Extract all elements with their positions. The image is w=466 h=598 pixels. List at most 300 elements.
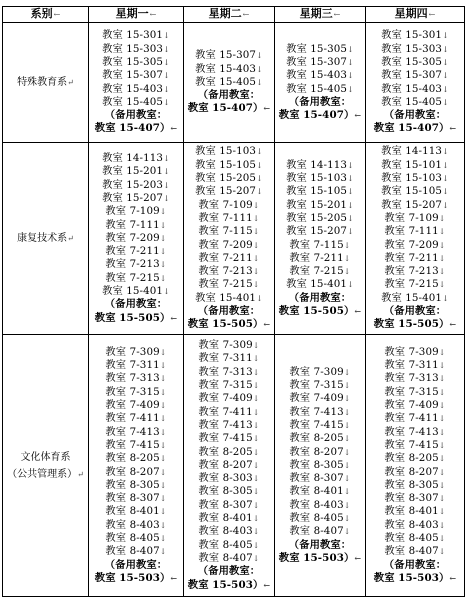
format-mark: ↓	[252, 213, 260, 223]
room-entry: 教室 7-209↓	[198, 238, 260, 251]
format-mark: ↓	[442, 71, 449, 81]
room-entry: 教室 8-307↓	[105, 492, 167, 505]
room-entry: 教室 15-307↓	[195, 49, 263, 62]
room-entry: 教室 15-303↓	[102, 42, 170, 55]
format-mark: ↓	[343, 381, 351, 391]
format-mark: ↓	[442, 160, 449, 170]
format-mark: ↓	[252, 447, 260, 457]
room-entry: 教室 7-109↓	[105, 205, 167, 218]
room-entry: 教室 14-113↓	[286, 158, 354, 171]
day-cell	[275, 23, 366, 143]
room-entry: 教室 15-103↓	[195, 145, 263, 158]
header-day-4: 星期四←	[366, 7, 465, 23]
format-mark: ↓	[252, 341, 260, 351]
format-mark: ↓	[159, 260, 167, 270]
format-mark: ↓	[159, 233, 167, 243]
room-entry: 教室 8-205↓	[198, 445, 260, 458]
dept-row	[3, 23, 465, 143]
format-mark: ↓	[343, 394, 351, 404]
format-mark: ↓	[438, 374, 446, 384]
format-mark: ↓	[347, 213, 354, 223]
backup-room-note: 教室 15-407）←	[187, 102, 271, 115]
dept-name-line: 文化体育系	[20, 451, 71, 463]
room-entry: 教室 7-311↓	[105, 359, 167, 372]
format-mark: ↓	[343, 460, 351, 470]
format-mark: ↓	[252, 367, 260, 377]
format-mark: ↓	[438, 253, 446, 263]
room-entry: 教室 8-207↓	[198, 458, 260, 471]
room-entry: 教室 15-103↓	[381, 172, 449, 185]
format-mark: ←	[170, 572, 178, 583]
backup-room-note: （备用教室：	[104, 298, 168, 311]
room-entry: 教室 8-401↓	[289, 485, 351, 498]
format-mark: ↓	[347, 44, 354, 54]
format-mark: ↓	[252, 394, 260, 404]
room-entry: 教室 15-207↓	[102, 191, 170, 204]
room-entry: 教室 7-309↓	[105, 345, 167, 358]
day-cell	[275, 335, 366, 597]
room-entry: 教室 7-315↓	[289, 379, 351, 392]
format-mark: ↓	[159, 247, 167, 257]
format-mark: ↓	[159, 207, 167, 217]
format-mark: ↓	[252, 280, 260, 290]
format-mark: ↵	[67, 78, 74, 87]
format-mark: ↓	[256, 77, 263, 87]
room-entry: 教室 7-411↓	[384, 412, 446, 425]
format-mark: ←	[263, 103, 271, 114]
room-entry: 教室 8-407↓	[105, 545, 167, 558]
format-mark: ↓	[442, 44, 449, 54]
room-entry: 教室 15-405↓	[102, 95, 170, 108]
room-entry: 教室 15-207↓	[195, 185, 263, 198]
room-entry: 教室 15-305↓	[102, 55, 170, 68]
dept-name-cell	[3, 143, 89, 335]
room-entry: 教室 7-109↓	[198, 198, 260, 211]
room-entry: 教室 7-211↓	[198, 251, 260, 264]
format-mark: ↓	[159, 387, 167, 397]
room-entry: 教室 15-105↓	[286, 185, 354, 198]
day-cell	[366, 23, 465, 143]
room-entry: 教室 15-405↓	[381, 95, 449, 108]
room-entry: 教室 7-213↓	[198, 265, 260, 278]
format-mark: ↓	[442, 187, 449, 197]
backup-room-note: 教室 15-503）←	[94, 571, 178, 584]
format-mark: ↓	[163, 57, 170, 67]
format-mark: ↓	[343, 407, 351, 417]
room-entry: 教室 8-305↓	[289, 458, 351, 471]
room-entry: 教室 8-401↓	[384, 505, 446, 518]
backup-room-note: （备用教室：	[197, 89, 261, 102]
format-mark: ↓	[256, 293, 263, 303]
backup-room-note: 教室 15-407）←	[94, 122, 178, 135]
format-mark: ↓	[343, 527, 351, 537]
room-entry: 教室 7-115↓	[198, 225, 260, 238]
room-entry: 教室 15-401↓	[195, 291, 263, 304]
format-mark: ↓	[343, 267, 351, 277]
format-mark: ↓	[438, 467, 446, 477]
room-entry: 教室 7-413↓	[289, 405, 351, 418]
day-cell	[366, 335, 465, 597]
room-entry: 教室 8-401↓	[198, 512, 260, 525]
format-mark: ↓	[252, 487, 260, 497]
room-entry: 教室 7-409↓	[198, 392, 260, 405]
room-entry: 教室 8-407↓	[198, 551, 260, 564]
day-cell	[89, 335, 184, 597]
room-entry: 教室 15-303↓	[381, 42, 449, 55]
format-mark: ↓	[256, 174, 263, 184]
format-mark: ↓	[252, 527, 260, 537]
format-mark: ↓	[159, 547, 167, 557]
format-mark: ↓	[343, 474, 351, 484]
format-mark: ↓	[163, 154, 170, 164]
day-cell	[184, 143, 275, 335]
room-entry: 教室 7-311↓	[198, 352, 260, 365]
format-mark: ↓	[438, 240, 446, 250]
format-mark: ↓	[159, 507, 167, 517]
room-entry: 教室 15-103↓	[286, 172, 354, 185]
format-mark: ←	[354, 552, 362, 563]
room-entry: 教室 7-111↓	[384, 225, 446, 238]
format-mark: ↓	[256, 160, 263, 170]
room-entry: 教室 15-401↓	[102, 285, 170, 298]
room-entry: 教室 15-401↓	[381, 291, 449, 304]
format-mark: ↓	[252, 200, 260, 210]
room-entry: 教室 7-313↓	[105, 372, 167, 385]
format-mark: ←	[263, 319, 271, 330]
room-entry: 教室 7-309↓	[384, 345, 446, 358]
room-entry: 教室 15-201↓	[286, 198, 354, 211]
format-mark: ↓	[159, 427, 167, 437]
room-entry: 教室 7-215↓	[105, 271, 167, 284]
format-mark: ↓	[442, 293, 449, 303]
room-entry: 教室 15-403↓	[286, 69, 354, 82]
format-mark: ↓	[163, 180, 170, 190]
room-entry: 教室 8-407↓	[289, 525, 351, 538]
room-entry: 教室 7-215↓	[289, 265, 351, 278]
format-mark: ↓	[442, 57, 449, 67]
room-entry: 教室 8-305↓	[198, 485, 260, 498]
dept-name-cell	[3, 335, 89, 597]
format-mark: ↓	[438, 427, 446, 437]
format-mark: ↓	[438, 361, 446, 371]
room-entry: 教室 7-311↓	[384, 359, 446, 372]
format-mark: ↓	[343, 253, 351, 263]
format-mark: ↓	[438, 213, 446, 223]
day-cell	[184, 23, 275, 143]
header-day-2: 星期二←	[184, 7, 275, 23]
format-mark: ↓	[347, 187, 354, 197]
format-mark: ↓	[159, 347, 167, 357]
format-mark: ↓	[252, 460, 260, 470]
room-entry: 教室 15-305↓	[381, 55, 449, 68]
format-mark: ↓	[347, 174, 354, 184]
format-mark: ↓	[252, 514, 260, 524]
room-entry: 教室 15-207↓	[286, 225, 354, 238]
format-mark: ↓	[252, 474, 260, 484]
room-entry: 教室 8-307↓	[289, 472, 351, 485]
room-entry: 教室 7-411↓	[105, 412, 167, 425]
format-mark: ↓	[159, 414, 167, 424]
backup-room-note: （备用教室：	[383, 558, 447, 571]
format-mark: ↓	[163, 193, 170, 203]
format-mark: ↓	[438, 480, 446, 490]
room-entry: 教室 7-115↓	[289, 238, 351, 251]
room-entry: 教室 15-203↓	[102, 178, 170, 191]
format-mark: ↓	[163, 84, 170, 94]
backup-room-note: （备用教室：	[197, 565, 261, 578]
backup-room-note: 教室 15-505）←	[373, 318, 457, 331]
room-entry: 教室 8-205↓	[105, 452, 167, 465]
header-row	[3, 7, 465, 23]
room-entry: 教室 8-207↓	[105, 465, 167, 478]
room-entry: 教室 8-407↓	[384, 545, 446, 558]
format-mark: ↓	[159, 533, 167, 543]
format-mark: ↓	[159, 361, 167, 371]
room-entry: 教室 7-415↓	[105, 438, 167, 451]
format-mark: ↓	[343, 420, 351, 430]
room-entry: 教室 7-411↓	[198, 405, 260, 418]
room-entry: 教室 8-307↓	[384, 492, 446, 505]
format-mark: ↓	[256, 64, 263, 74]
backup-room-note: 教室 15-503）←	[187, 578, 271, 591]
header-dept: 系别←	[3, 7, 89, 23]
format-mark: ↵	[77, 469, 84, 479]
format-mark: ↓	[159, 480, 167, 490]
format-mark: ↓	[347, 200, 354, 210]
room-entry: 教室 8-207↓	[384, 465, 446, 478]
format-mark: ↓	[159, 374, 167, 384]
backup-room-note: 教室 15-407）←	[278, 109, 362, 122]
room-entry: 教室 7-111↓	[198, 211, 260, 224]
format-mark: ↓	[442, 147, 449, 157]
room-entry: 教室 7-415↓	[289, 418, 351, 431]
format-mark: ↓	[256, 51, 263, 61]
backup-room-note: （备用教室：	[288, 291, 352, 304]
room-entry: 教室 15-301↓	[102, 29, 170, 42]
room-entry: 教室 15-301↓	[381, 29, 449, 42]
format-mark: ↓	[442, 31, 449, 41]
format-mark: ↓	[252, 227, 260, 237]
backup-room-note: 教室 15-407）←	[373, 122, 457, 135]
room-entry: 教室 8-405↓	[198, 538, 260, 551]
day-cell	[89, 23, 184, 143]
dept-row	[3, 143, 465, 335]
room-entry: 教室 7-313↓	[198, 365, 260, 378]
format-mark: ↓	[438, 494, 446, 504]
format-mark: ↓	[252, 553, 260, 563]
format-mark: ↓	[438, 280, 446, 290]
room-entry: 教室 15-405↓	[286, 82, 354, 95]
room-entry: 教室 15-401↓	[286, 278, 354, 291]
room-entry: 教室 7-309↓	[289, 365, 351, 378]
format-mark: ↓	[252, 240, 260, 250]
format-mark: ↓	[252, 267, 260, 277]
day-cell	[184, 335, 275, 597]
room-entry: 教室 15-307↓	[102, 69, 170, 82]
format-mark: ↓	[252, 253, 260, 263]
backup-room-note: 教室 15-505）←	[94, 311, 178, 324]
room-entry: 教室 8-403↓	[289, 498, 351, 511]
room-entry: 教室 8-305↓	[105, 478, 167, 491]
backup-room-note: （备用教室：	[288, 538, 352, 551]
room-entry: 教室 7-213↓	[384, 265, 446, 278]
room-entry: 教室 15-405↓	[195, 75, 263, 88]
room-entry: 教室 8-305↓	[384, 478, 446, 491]
room-entry: 教室 15-201↓	[102, 165, 170, 178]
format-mark: ←	[170, 123, 178, 134]
room-entry: 教室 15-101↓	[381, 158, 449, 171]
room-entry: 教室 8-405↓	[384, 531, 446, 544]
backup-room-note: （备用教室：	[197, 304, 261, 317]
backup-room-note: 教室 15-505）←	[278, 304, 362, 317]
format-mark: ↓	[347, 71, 354, 81]
room-entry: 教室 15-305↓	[286, 42, 354, 55]
room-entry: 教室 7-409↓	[105, 399, 167, 412]
room-entry: 教室 8-207↓	[289, 445, 351, 458]
format-mark: ↓	[343, 500, 351, 510]
room-entry: 教室 15-307↓	[381, 69, 449, 82]
room-entry: 教室 7-211↓	[289, 251, 351, 264]
format-mark: ←	[354, 110, 362, 121]
room-entry: 教室 8-403↓	[198, 525, 260, 538]
day-cell	[89, 143, 184, 335]
room-entry: 教室 8-405↓	[289, 512, 351, 525]
room-entry: 教室 7-211↓	[105, 245, 167, 258]
format-mark: ↓	[159, 220, 167, 230]
room-entry: 教室 7-111↓	[105, 218, 167, 231]
format-mark: ↓	[347, 227, 354, 237]
room-entry: 教室 8-205↓	[289, 432, 351, 445]
format-mark: ↓	[252, 434, 260, 444]
room-entry: 教室 7-315↓	[198, 379, 260, 392]
backup-room-note: （备用教室：	[104, 109, 168, 122]
schedule-body	[3, 23, 465, 597]
format-mark: ←	[354, 305, 362, 316]
room-entry: 教室 15-105↓	[381, 185, 449, 198]
format-mark: ↓	[159, 440, 167, 450]
format-mark: ↓	[438, 547, 446, 557]
room-entry: 教室 8-403↓	[105, 518, 167, 531]
format-mark: ↓	[252, 381, 260, 391]
room-entry: 教室 15-403↓	[102, 82, 170, 95]
format-mark: ↓	[343, 447, 351, 457]
format-mark: ↓	[343, 487, 351, 497]
format-mark: ←	[449, 572, 457, 583]
format-mark: ↓	[343, 367, 351, 377]
dept-row	[3, 335, 465, 597]
room-entry: 教室 8-405↓	[105, 531, 167, 544]
format-mark: ←	[263, 579, 271, 590]
format-mark: ↓	[438, 507, 446, 517]
room-entry: 教室 8-303↓	[198, 472, 260, 485]
format-mark: ↓	[343, 434, 351, 444]
format-mark: ↓	[438, 267, 446, 277]
format-mark: ↓	[163, 167, 170, 177]
backup-room-note: 教室 15-505）←	[187, 318, 271, 331]
room-entry: 教室 7-315↓	[105, 385, 167, 398]
room-entry: 教室 7-209↓	[105, 231, 167, 244]
backup-room-note: 教室 15-503）←	[373, 571, 457, 584]
format-mark: ↓	[163, 71, 170, 81]
room-entry: 教室 15-205↓	[195, 172, 263, 185]
format-mark: ↵	[67, 234, 74, 243]
backup-room-note: 教室 15-503）←	[278, 551, 362, 564]
dept-name-cell	[3, 23, 89, 143]
format-mark: ↓	[159, 454, 167, 464]
format-mark: ↓	[438, 533, 446, 543]
room-entry: 教室 8-307↓	[198, 498, 260, 511]
room-entry: 教室 7-409↓	[289, 392, 351, 405]
room-entry: 教室 7-415↓	[384, 438, 446, 451]
format-mark: ↓	[159, 520, 167, 530]
format-mark: ↓	[438, 454, 446, 464]
format-mark: ↓	[252, 420, 260, 430]
format-mark: ↓	[442, 84, 449, 94]
header-day-1: 星期一←	[89, 7, 184, 23]
format-mark: ↓	[442, 200, 449, 210]
backup-room-note: （备用教室：	[383, 304, 447, 317]
format-mark: ↓	[438, 440, 446, 450]
format-mark: ←	[449, 123, 457, 134]
backup-room-note: （备用教室：	[383, 109, 447, 122]
format-mark: ↓	[347, 160, 354, 170]
format-mark: ↓	[159, 494, 167, 504]
format-mark: ↓	[442, 97, 449, 107]
room-entry: 教室 7-215↓	[384, 278, 446, 291]
room-entry: 教室 7-415↓	[198, 432, 260, 445]
room-entry: 教室 7-413↓	[384, 425, 446, 438]
room-entry: 教室 8-403↓	[384, 518, 446, 531]
room-entry: 教室 15-105↓	[195, 158, 263, 171]
format-mark: ↓	[252, 407, 260, 417]
room-entry: 教室 7-409↓	[384, 399, 446, 412]
format-mark: ↓	[438, 387, 446, 397]
room-entry: 教室 15-207↓	[381, 198, 449, 211]
format-mark: ↓	[438, 520, 446, 530]
format-mark: ↓	[438, 414, 446, 424]
room-entry: 教室 7-209↓	[384, 238, 446, 251]
format-mark: ↓	[163, 31, 170, 41]
format-mark: ↓	[163, 287, 170, 297]
day-cell	[275, 143, 366, 335]
format-mark: ↓	[159, 401, 167, 411]
format-mark: ↓	[347, 57, 354, 67]
room-entry: 教室 7-215↓	[198, 278, 260, 291]
dept-name-line: 康复技术系↵	[17, 233, 74, 244]
format-mark: ↓	[252, 540, 260, 550]
room-entry: 教室 15-205↓	[286, 211, 354, 224]
header-day-3: 星期三←	[275, 7, 366, 23]
format-mark: ←	[170, 312, 178, 323]
room-entry: 教室 7-315↓	[384, 385, 446, 398]
day-cell	[366, 143, 465, 335]
format-mark: ↓	[438, 401, 446, 411]
room-entry: 教室 7-413↓	[198, 418, 260, 431]
room-entry: 教室 15-403↓	[381, 82, 449, 95]
format-mark: ↓	[343, 240, 351, 250]
format-mark: ↓	[159, 273, 167, 283]
room-entry: 教室 14-113↓	[102, 152, 170, 165]
format-mark: ↓	[256, 187, 263, 197]
format-mark: ←	[449, 319, 457, 330]
room-entry: 教室 7-313↓	[384, 372, 446, 385]
room-entry: 教室 7-211↓	[384, 251, 446, 264]
room-entry: 教室 15-403↓	[195, 62, 263, 75]
room-entry: 教室 15-307↓	[286, 55, 354, 68]
room-entry: 教室 14-113↓	[381, 145, 449, 158]
room-entry: 教室 8-205↓	[384, 452, 446, 465]
dept-name-line: （公共管理系）↵	[7, 468, 84, 480]
